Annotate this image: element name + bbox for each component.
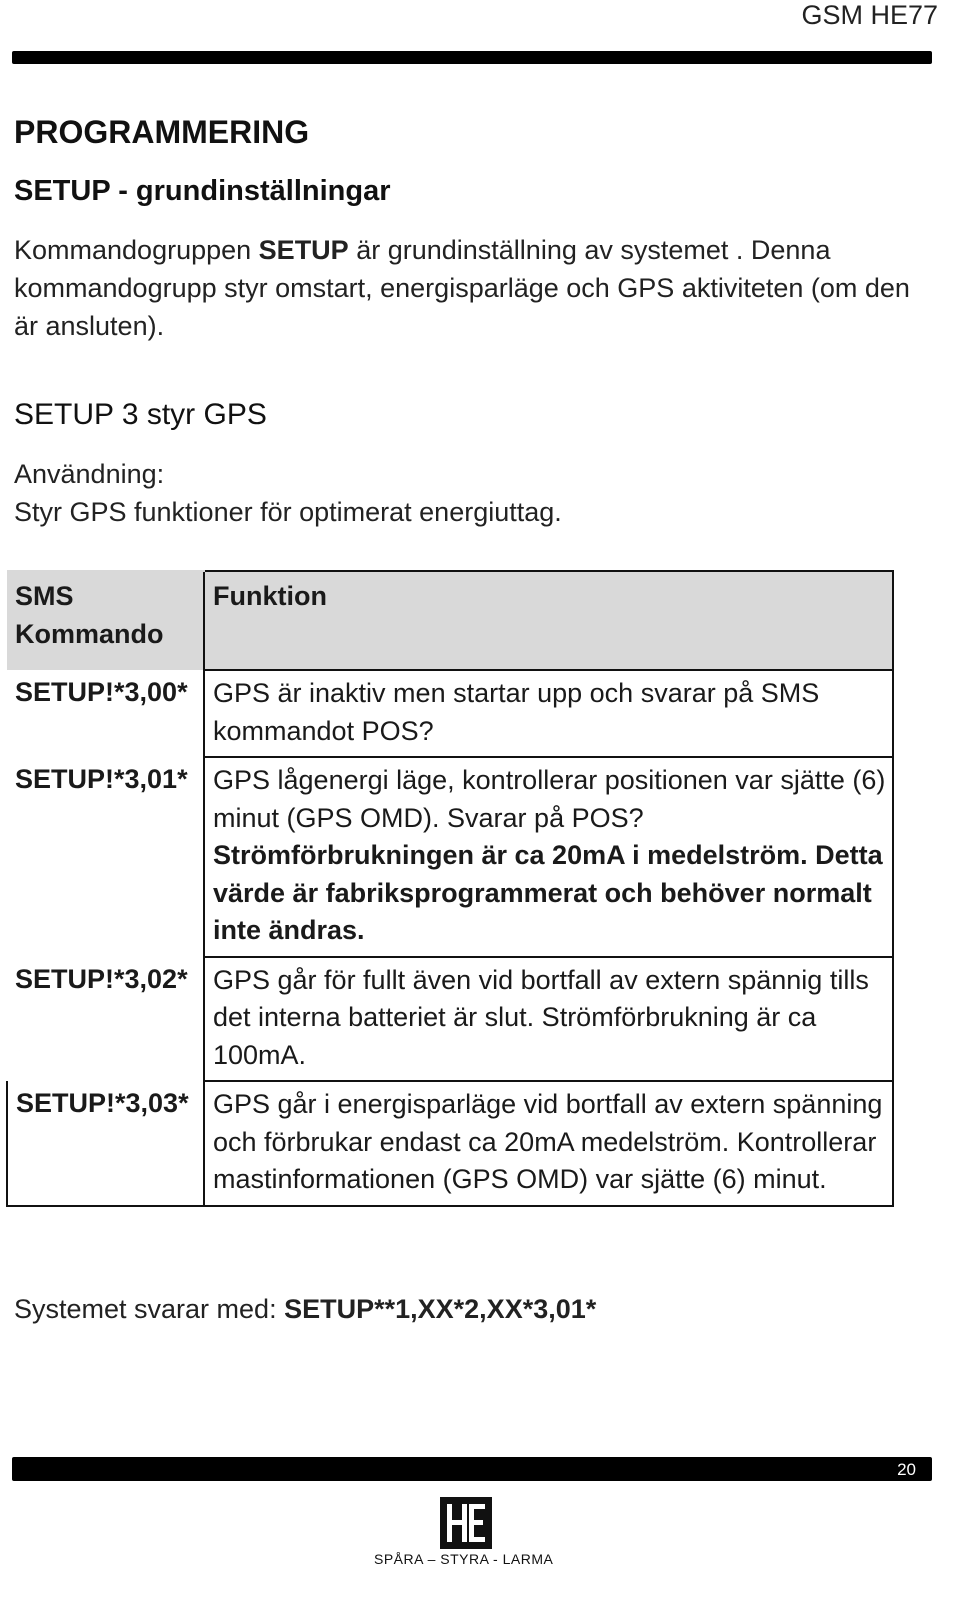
usage-text: Styr GPS funktioner för optimerat energiuttag.: [14, 497, 562, 527]
header-funktion: Funktion: [204, 571, 893, 670]
command-code: SETUP!*3,00*: [15, 677, 188, 707]
command-code: SETUP!*3,03*: [7, 1081, 204, 1206]
description-text: GPS går i energisparläge vid bortfall av extern spänning och förbrukar endast ca 20mA medelström. Kontrollerar mastinformationen (GPS OMD) var sjätte (6) minut.: [213, 1089, 883, 1194]
header-sms-label: SMS: [15, 581, 74, 611]
description-text: GPS går för fullt även vid bortfall av extern spännig tills det interna batteriet är slut. Strömförbrukning är ca 100mA.: [213, 964, 869, 1070]
table-header-row: [7, 571, 893, 670]
description-text: GPS lågenergi läge, kontrollerar positionen var sjätte (6) minut (GPS OMD). Svarar på POS?: [213, 765, 886, 833]
table-row: [7, 757, 893, 957]
command-description: [204, 757, 893, 957]
command-code: SETUP!*3,01*: [15, 764, 188, 794]
section-title: PROGRAMMERING: [14, 114, 310, 150]
header-rule: [12, 51, 932, 64]
table-row: [7, 957, 893, 1082]
reply-value: SETUP**1,XX*2,XX*3,01*: [284, 1294, 597, 1324]
intro-text-pre: Kommandogruppen: [14, 235, 259, 265]
section-subtitle: SETUP - grundinställningar: [14, 175, 391, 207]
footer-rule: [12, 1457, 932, 1481]
company-logo: [440, 1497, 492, 1549]
reply-label: Systemet svarar med:: [14, 1294, 285, 1324]
command-description: [204, 1081, 893, 1206]
description-text: GPS är inaktiv men startar upp och svarar på SMS kommandot POS?: [213, 678, 820, 746]
intro-text-post: är grundinställning av systemet . Denna kommandogrupp styr omstart, energisparläge och GPS aktiviteten (om den är ansluten).: [14, 235, 910, 341]
header-sms-kommando: [7, 571, 204, 670]
header-kommando-label: Kommando: [15, 618, 164, 649]
command-table: [6, 570, 894, 1207]
command-code: SETUP!*3,02*: [15, 963, 188, 994]
description-note-bold: Strömförbrukningen är ca 20mA i medelström. Detta värde är fabriksprogrammerat och behöver normalt inte ändras.: [213, 840, 883, 945]
document-title: GSM HE77: [801, 0, 938, 30]
command-description: [204, 670, 893, 757]
usage-label: Användning:: [14, 459, 165, 489]
company-tagline: SPÅRA – STYRA - LARMA: [374, 1551, 554, 1567]
system-reply: [14, 1290, 596, 1328]
subsection-title: SETUP 3 styr GPS: [14, 398, 267, 431]
intro-paragraph: [14, 231, 914, 345]
intro-text-bold: SETUP: [258, 235, 349, 265]
table-row: [7, 1081, 893, 1206]
table-row: [7, 670, 893, 757]
command-description: [204, 957, 893, 1082]
he-logo-icon: [440, 1497, 492, 1549]
page-number: 20: [897, 1460, 916, 1479]
